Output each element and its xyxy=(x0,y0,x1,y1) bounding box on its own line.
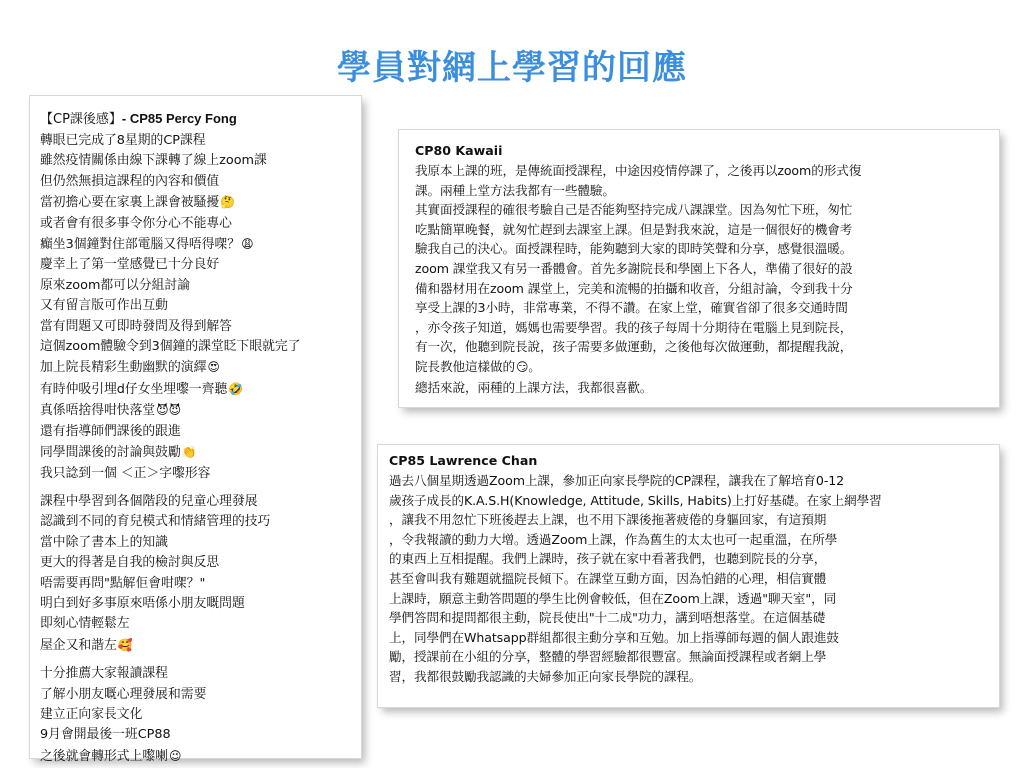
text-line xyxy=(40,442,353,463)
text-line xyxy=(40,512,353,532)
line-text: 吃點簡單晚餐，就匆忙趕到去課室上課。但是對我來說，這是一個很好的機會考 xyxy=(415,221,853,237)
line-text: 同學間課後的討論與鼓勵 xyxy=(40,445,181,461)
text-line xyxy=(415,298,985,318)
text-line xyxy=(40,635,353,656)
text-line xyxy=(40,705,353,725)
line-text: 轉眼已完成了8星期的CP課程 xyxy=(40,133,206,148)
text-line xyxy=(415,337,985,357)
line-text: 即刻心情輕鬆左 xyxy=(40,616,130,632)
line-text: ，令我報讀的動力大增。透過Zoom上課，作為舊生的太太也可一起重溫，在所學 xyxy=(389,531,838,547)
line-text: 上，同學們在Whatsapp群組都很主動分享和互勉。加上指導師每週的個人跟進鼓 xyxy=(389,629,839,645)
line-text: 慶幸上了第一堂感覺已十分良好 xyxy=(40,257,220,273)
emoji-icon: 👏 xyxy=(181,445,197,460)
line-text: 認識到不同的育兒模式和情緒管理的技巧 xyxy=(40,514,271,530)
line-text: 過去八個星期透過Zoom上課，參加正向家長學院的CP課程，讓我在了解培育0-12 xyxy=(389,473,845,488)
line-text: 課程中學習到各個階段的兒童心理發展 xyxy=(40,493,258,509)
emoji-icon: 😉 xyxy=(168,748,182,763)
line-text: 課。兩種上堂方法我都有一些體驗。 xyxy=(415,182,615,198)
line-text: 我原本上課的班，是傳統面授課程，中途因疫情停課了，之後再以zoom的形式復 xyxy=(415,163,862,178)
line-text: 原來zoom都可以分組討論 xyxy=(40,277,191,293)
text-line xyxy=(40,255,353,275)
emoji-icon: 😩 xyxy=(241,237,254,252)
text-line xyxy=(40,725,353,745)
line-text: ，讓我不用忽忙下班後趕去上課，也不用下課後拖著疲倦的身軀回家，有這預期 xyxy=(389,512,827,528)
line-text: 我只諗到一個 ＜正＞字嚟形容 xyxy=(40,465,211,481)
text-line xyxy=(389,549,987,569)
emoji-icon: 😍 xyxy=(207,360,220,375)
emoji-icon: 😏。 xyxy=(515,359,541,374)
line-text: 更大的得著是自我的檢討與反思 xyxy=(40,555,220,571)
line-text: 十分推薦大家報讀課程 xyxy=(40,666,168,682)
text-line xyxy=(40,464,353,484)
line-text: 或者會有很多事令你分心不能專心 xyxy=(40,215,232,231)
text-line xyxy=(415,378,985,398)
line-text: 勵，授課前在小組的分享，整體的學習經驗都很豐富。無論面授課程或者網上學 xyxy=(389,649,827,665)
line-text: 建立正向家長文化 xyxy=(40,706,143,722)
text-line xyxy=(40,357,353,378)
text-line xyxy=(389,667,987,687)
lawrence-chan-feedback-card xyxy=(378,445,999,707)
line-text: 加上院長精彩生動幽默的演繹 xyxy=(40,360,207,376)
line-text: 的東西上互相提醒。我們上課時，孩子就在家中看著我們，也聽到院長的分享， xyxy=(389,551,827,567)
line-text: 當有問題又可即時發問及得到解答 xyxy=(40,318,232,334)
text-line xyxy=(40,172,353,192)
text-line xyxy=(389,647,987,667)
line-text: 唔需要再問"點解佢會咁㗎？" xyxy=(40,575,206,591)
text-line xyxy=(40,317,353,337)
line-text: 享受上課的3小時，非常專業，不得不讚。在家上堂，確實省卻了很多交通時間 xyxy=(415,300,848,316)
line-text: 歲孩子成長的K.A.S.H(Knowledge, Attitude, Skills, Habits)上打好基礎。在家上網學習 xyxy=(389,492,882,508)
line-text: 9月會開最後一班CP88 xyxy=(40,727,171,743)
feedback-body xyxy=(389,471,987,687)
text-line xyxy=(389,628,987,648)
line-text: zoom 課堂我又有另一番體會。首先多謝院長和學園上下各人，準備了很好的設 xyxy=(415,260,853,276)
text-line xyxy=(40,296,353,316)
line-text: 真係唔捨得咁快落堂 xyxy=(40,403,156,419)
line-text: 當中除了書本上的知識 xyxy=(40,534,168,550)
line-text: 屋企又和諧左 xyxy=(40,637,117,653)
text-line xyxy=(415,220,985,240)
author-name: CP80 Kawaii xyxy=(415,143,503,158)
text-line xyxy=(415,181,985,201)
text-line xyxy=(40,379,353,400)
page-title: 學員對網上學習的回應 xyxy=(337,48,687,88)
feedback-body xyxy=(40,131,353,767)
text-line xyxy=(40,192,353,213)
text-line xyxy=(415,279,985,299)
text-line xyxy=(415,161,985,181)
line-text: 又有留言版可作出互動 xyxy=(40,298,168,314)
emoji-icon: 🥰 xyxy=(117,637,133,652)
text-line xyxy=(389,510,987,530)
emoji-icon: 🤔 xyxy=(220,195,236,210)
line-text: 明白到好多事原來唔係小朋友嘅問題 xyxy=(40,595,245,611)
line-text: 學們答問和提問都很主動，院長使出"十二成"功力，講到唔想落堂。在這個基礎 xyxy=(389,610,826,626)
line-text: 備和器材用在zoom 課堂上，完美和流暢的拍攝和收音，分組討論，令到我十分 xyxy=(415,280,853,296)
text-line xyxy=(40,337,353,357)
line-text: 習，我都很鼓勵我認識的夫婦參加正向家長學院的課程。 xyxy=(389,668,702,684)
text-line xyxy=(415,200,985,220)
text-line xyxy=(40,400,353,421)
text-line xyxy=(40,664,353,684)
line-text: 雖然疫情關係由線下課轉了線上zoom課 xyxy=(40,153,267,169)
line-text: 癲坐3個鐘對住部電腦又得唔得㗎？ xyxy=(40,237,241,253)
feedback-tag: 【CP課後感】 xyxy=(40,112,122,127)
text-line xyxy=(40,533,353,553)
line-text: 上課時，願意主動答問題的學生比例會較低，但在Zoom上課，透過"聊天室"，同 xyxy=(389,590,837,606)
line-text: 院長教他這樣做的 xyxy=(415,358,515,374)
line-text: 驗我自己的決心。面授課程時，能夠聽到大家的即時笑聲和分享，感覺很溫暖。 xyxy=(415,241,853,257)
line-text: 總括來說，兩種的上課方法，我都很喜歡。 xyxy=(415,379,653,395)
author-name: - CP85 Percy Fong xyxy=(121,111,237,126)
card-header xyxy=(40,108,353,127)
line-text: 其實面授課程的確很考驗自己是否能夠堅持完成八課課堂。因為匆忙下班，匆忙 xyxy=(415,202,853,218)
text-line xyxy=(40,151,353,171)
line-text: 但仍然無損這課程的內容和價值 xyxy=(40,173,220,189)
paragraph xyxy=(40,664,353,767)
text-line xyxy=(40,276,353,296)
text-line xyxy=(389,569,987,589)
text-line xyxy=(40,594,353,614)
text-line xyxy=(40,746,353,767)
text-line xyxy=(415,357,985,378)
line-text: 這個zoom體驗令到3個鐘的課堂眨下眼就完了 xyxy=(40,339,301,355)
text-line xyxy=(40,131,353,151)
text-line xyxy=(40,574,353,594)
feedback-body xyxy=(415,161,985,397)
emoji-icon: 😈😈 xyxy=(156,403,182,418)
author-name: CP85 Lawrence Chan xyxy=(389,453,538,468)
text-line xyxy=(389,471,987,491)
kawaii-feedback-card xyxy=(399,130,999,407)
text-line xyxy=(389,491,987,511)
emoji-icon: 🤣 xyxy=(228,381,244,396)
text-line xyxy=(40,614,353,634)
text-line xyxy=(40,422,353,442)
line-text: 之後就會轉形式上嚟喇 xyxy=(40,748,168,764)
line-text: 甚至會叫我有難題就搵院長傾下。在課堂互動方面，因為怕錯的心理，相信實體 xyxy=(389,570,827,586)
text-line xyxy=(415,239,985,259)
paragraph xyxy=(40,492,353,656)
text-line xyxy=(40,492,353,512)
text-line xyxy=(40,234,353,255)
paragraph xyxy=(40,131,353,484)
line-text: 當初擔心要在家裏上課會被騷擾 xyxy=(40,195,220,211)
text-line xyxy=(40,214,353,234)
line-text: 有時仲吸引埋d仔女坐埋嚟一齊聽 xyxy=(40,381,228,397)
text-line xyxy=(389,608,987,628)
text-line xyxy=(389,589,987,609)
text-line xyxy=(389,530,987,550)
text-line xyxy=(40,685,353,705)
line-text: 還有指導師們課後的跟進 xyxy=(40,423,181,439)
text-line xyxy=(415,318,985,338)
text-line xyxy=(40,553,353,573)
percy-fong-feedback-card xyxy=(30,96,361,764)
line-text: ，亦令孩子知道，媽媽也需要學習。我的孩子每周十分期待在電腦上見到院長， xyxy=(415,319,853,335)
line-text: 了解小朋友嘅心理發展和需要 xyxy=(40,686,207,702)
line-text: 有一次，他聽到院長說，孩子需要多做運動，之後他每次做運動，都提醒我說， xyxy=(415,339,853,355)
text-line xyxy=(415,259,985,279)
